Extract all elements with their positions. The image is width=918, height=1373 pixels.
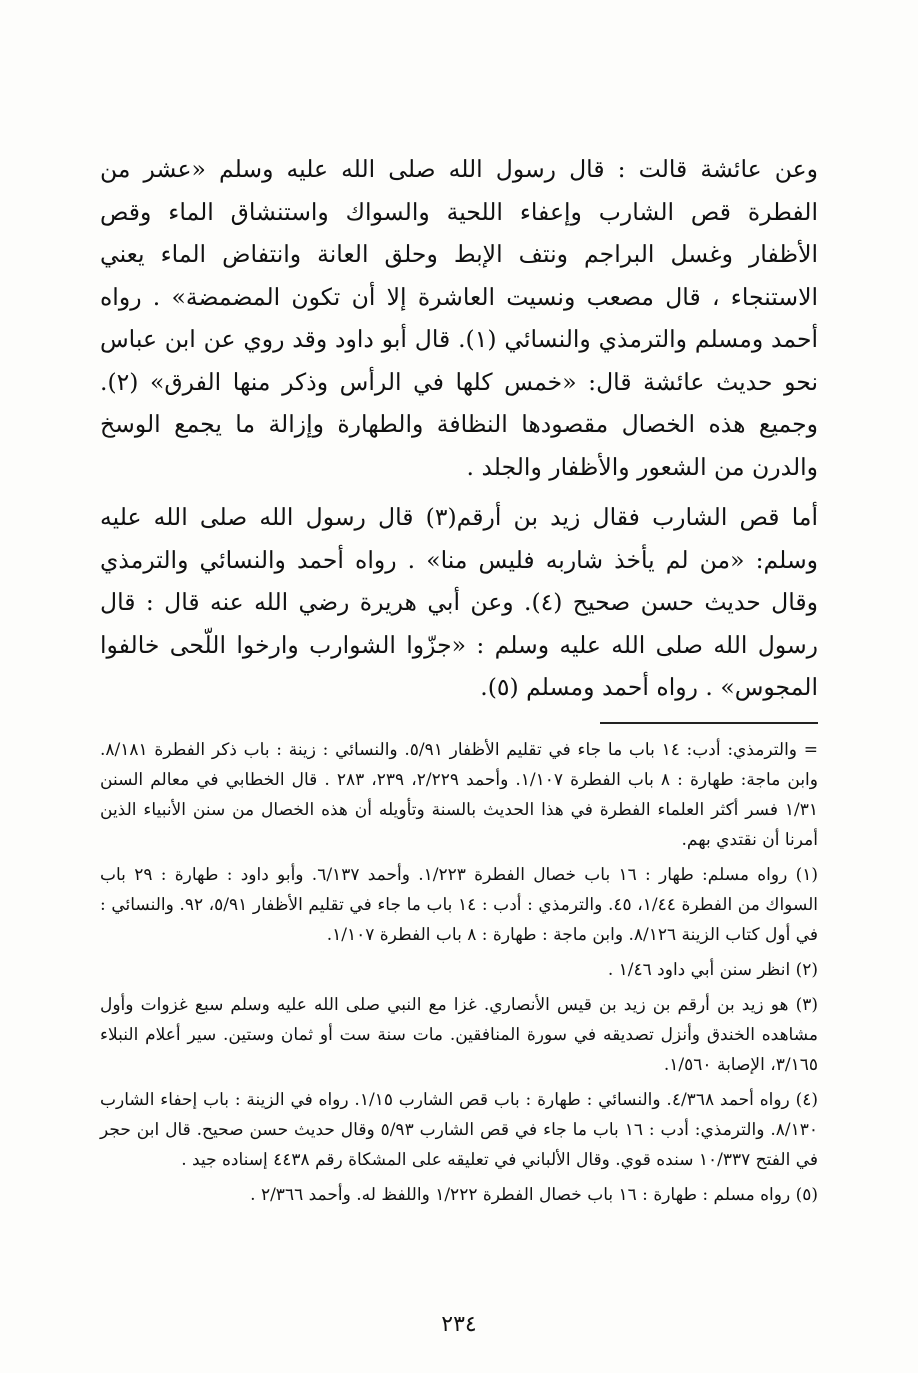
footnote-continuation: = والترمذي: أدب: ١٤ باب ما جاء في تقليم الأظفار ٥/٩١. والنسائي : زينة : باب ذكر الفطرة ٨/١٨١. وابن ماجة: طهارة : ٨ باب الفطرة ١/١٠٧. وأحمد ٢/٢٢٩، ٢٣٩، ٢٨٣ . قال الخطابي في معالم السنن ١/٣١ فسر أكثر العلماء الفطرة في هذا الحديث بالسنة وتأويله أن هذه الخصال من سنن الأنبياء الذين أمرنا أن نقتدي بهم.: [100, 740, 818, 850]
footnote-separator: [600, 722, 818, 724]
footnote-1: (١) رواه مسلم: طهار : ١٦ باب خصال الفطرة ١/٢٢٣. وأحمد ٦/١٣٧. وأبو داود : طهارة : ٢٩ باب السواك من الفطرة ١/٤٤، ٤٥. والترمذي : أدب : ١٤ باب ما جاء في تقليم الأظفار ٥/٩١، ٩٢. والنسائي : في أول كتاب الزينة ٨/١٢٦. وابن ماجة : طهارة : ٨ باب الفطرة ١/١٠٧.: [100, 865, 819, 945]
footnote-5: (٥) رواه مسلم : طهارة : ١٦ باب خصال الفطرة ١/٢٢٢ واللفظ له. وأحمد ٢/٣٦٦ .: [250, 1185, 818, 1205]
footnote-2: (٢) انظر سنن أبي داود ١/٤٦ .: [607, 960, 818, 980]
footnote-3: (٣) هو زيد بن أرقم بن زيد بن قيس الأنصاري. غزا مع النبي صلى الله عليه وسلم سبع غزوات وأول مشاهده الخندق وأنزل تصديقه في سورة المنافقين. مات سنة ست أو ثمان وستين. سير أعلام النبلاء ٣/١٦٥، الإصابة ١/٥٦٠.: [100, 995, 818, 1075]
footnotes: [100, 735, 818, 1210]
paragraph-2: أما قص الشارب فقال زيد بن أرقم(٣) قال رسول الله صلى الله عليه وسلم: «من لم يأخذ شاربه فليس منا» . رواه أحمد والنسائي والترمذي وقال حديث حسن صحيح (٤). وعن أبي هريرة رضي الله عنه قال : قال رسول الله صلى الله عليه وسلم : «جزّوا الشوارب وارخوا اللّحى خالفوا المجوس» . رواه أحمد ومسلم (٥).: [100, 503, 818, 701]
main-text: [100, 148, 818, 709]
footnote-4: (٤) رواه أحمد ٤/٣٦٨. والنسائي : طهارة : باب قص الشارب ١/١٥. رواه في الزينة : باب إحفاء الشارب ٨/١٣٠. والترمذي: أدب : ١٦ باب ما جاء في قص الشارب ٥/٩٣ وقال حديث حسن صحيح. قال ابن حجر في الفتح ١٠/٣٣٧ سنده قوي. وقال الألباني في تعليقه على المشكاة رقم ٤٤٣٨ إسناده جيد .: [100, 1090, 819, 1170]
paragraph-1: وعن عائشة قالت : قال رسول الله صلى الله عليه وسلم «عشر من الفطرة قص الشارب وإعفاء اللحية والسواك واستنشاق الماء وقص الأظفار وغسل البراجم ونتف الإبط وحلق العانة وانتفاض الماء يعني الاستنجاء ، قال مصعب ونسيت العاشرة إلا أن تكون المضمضة» . رواه أحمد ومسلم والترمذي والنسائي (١). قال أبو داود وقد روي عن ابن عباس نحو حديث عائشة قال: «خمس كلها في الرأس وذكر منها الفرق» (٢). وجميع هذه الخصال مقصودها النظافة والطهارة وإزالة ما يجمع الوسخ والدرن من الشعور والأظفار والجلد .: [100, 155, 818, 481]
page-number: ٢٣٤: [441, 1312, 477, 1337]
